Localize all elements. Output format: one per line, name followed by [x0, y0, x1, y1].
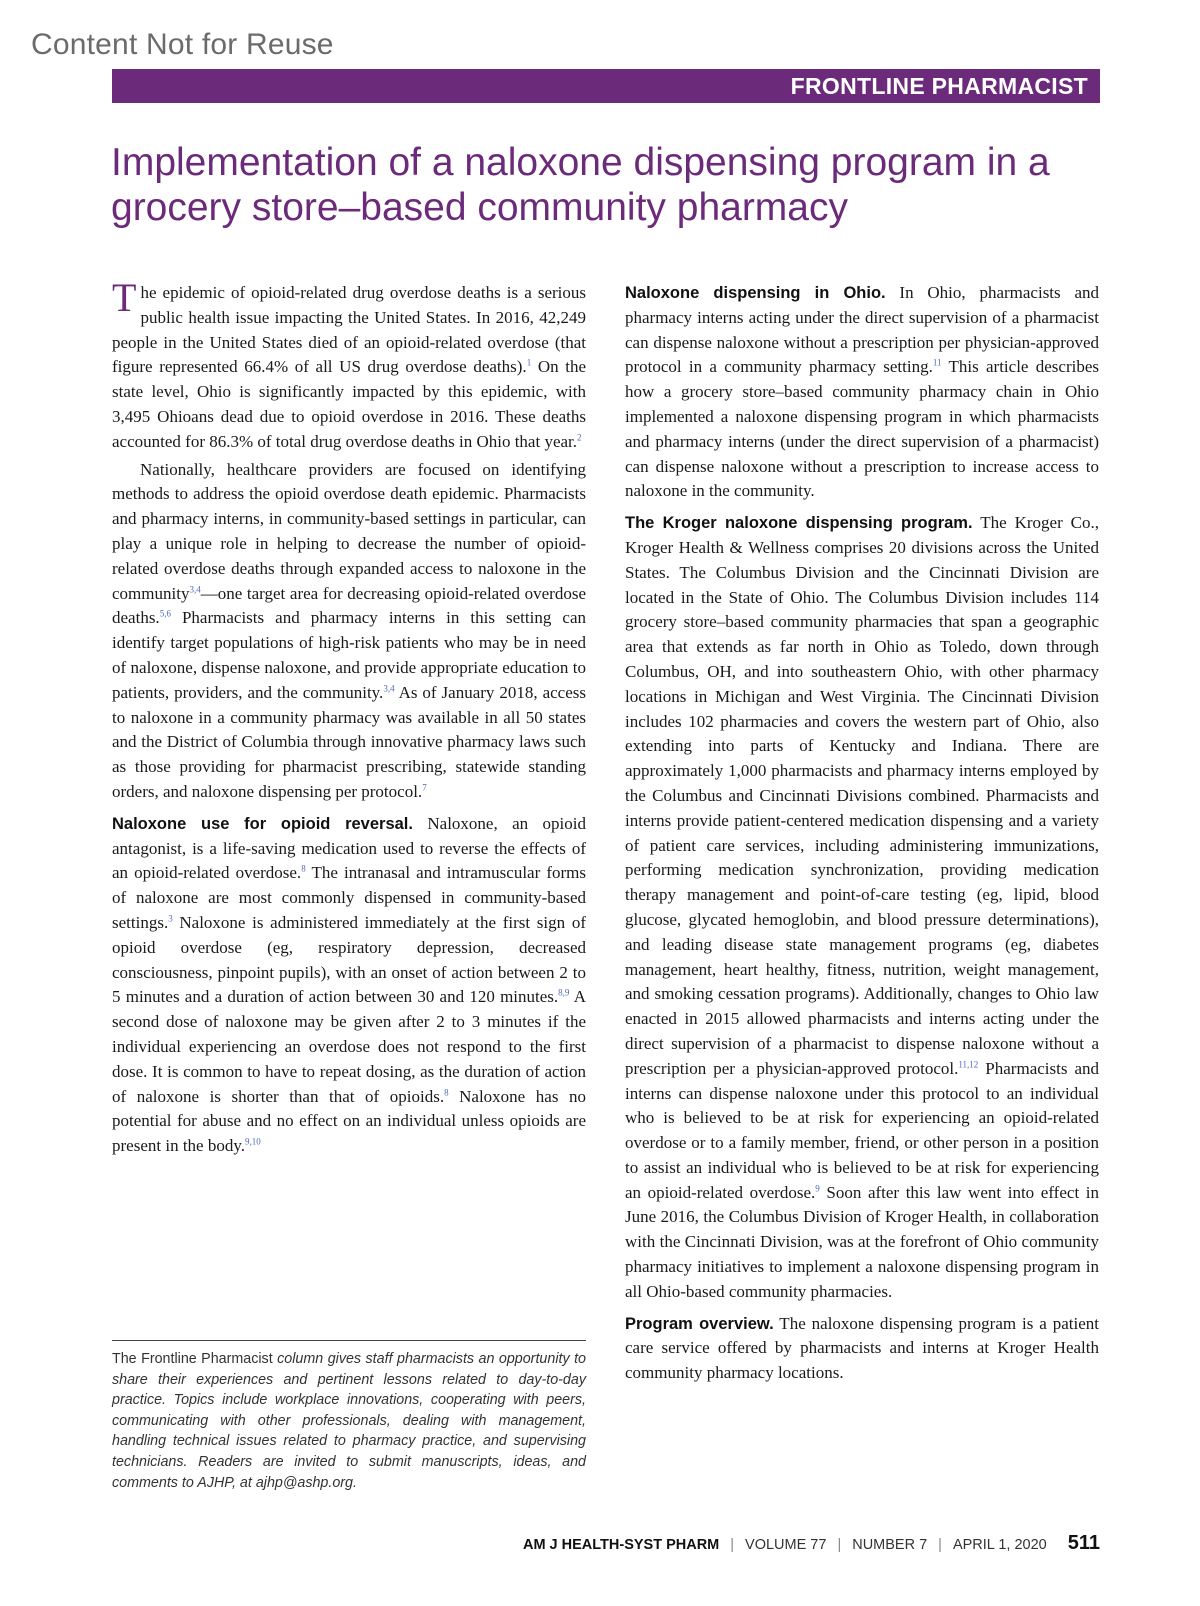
issue-number: NUMBER 7 [852, 1537, 928, 1553]
reference-link[interactable]: 3 [168, 913, 173, 924]
journal-name: AM J HEALTH-SYST PHARM [522, 1537, 720, 1553]
page-number: 511 [1067, 1532, 1100, 1554]
reference-link[interactable]: 9 [815, 1183, 820, 1194]
section-program-overview: Program overview. The naloxone dispensing program is a patient care service offered by pharmacists and interns at Kroger Health community pharmacy locations. [625, 1313, 1099, 1383]
section-heading: The Kroger naloxone dispensing program. [625, 514, 973, 533]
footer-separator: | [938, 1537, 942, 1553]
reference-link[interactable]: 8,9 [558, 987, 570, 998]
body-paragraph: Nationally, healthcare providers are focused on identifying methods to address the opioid overdose death epidemic. Pharmacists and pharmacy interns, in community-based settings in particular, can play a unique role in helping to decrease the number of opioid-related overdose deaths through expanded access to naloxone in the community$^{3,4}$—one target area for decreasing opioid-related overdose deaths.$^{5,6}$ Pharmacists and pharmacy interns in this setting can identify target populations of high-risk patients who may be in need of naloxone, dispense naloxone, and provide appropriate education to patients, providers, and the community.$^{3,4}$ As of January 2018, access to naloxone in a community pharmacy was available in all 50 states and the District of Columbia through innovative pharmacy laws such as those providing for pharmacist prescribing, statewide standing orders, and naloxone dispensing per protocol.$^7$ [112, 459, 586, 801]
reference-link[interactable]: 1 [526, 357, 532, 368]
section-heading: Program overview. [625, 1314, 774, 1333]
section-heading: Naloxone dispensing in Ohio. [625, 284, 886, 302]
reference-link[interactable]: 8 [444, 1086, 449, 1097]
section-banner [112, 69, 1100, 103]
section-banner-label: FRONTLINE PHARMACIST [790, 72, 1088, 99]
reference-link[interactable]: 3,4 [383, 683, 395, 694]
reference-link[interactable]: 7 [422, 782, 427, 793]
intro-paragraph: The epidemic of opioid-related drug overdose deaths is a serious public health issue impacting the United States. In 2016, 42,249 people in the United States died of an opioid-related overdose (that figure represented 66.4% of all US drug overdose deaths).$^1$ On the state level, Ohio is significantly impacted by this epidemic, with 3,495 Ohioans dead due to opioid overdose in 2016. These deaths accounted for 86.3% of total drug overdose deaths in Ohio that year.$^2$ [112, 275, 587, 451]
publication-date: APRIL 1, 2020 [952, 1537, 1047, 1553]
watermark-text: Content Not for Reuse [31, 28, 334, 61]
volume-label: VOLUME 77 [745, 1537, 827, 1553]
section-heading: Naloxone use for opioid reversal. [112, 814, 413, 833]
reference-link[interactable]: 8 [301, 863, 306, 874]
page-footer [523, 1532, 1100, 1555]
column-name: Frontline Pharmacist [141, 1351, 273, 1367]
column-info-note: The Frontline Pharmacist column gives staff pharmacists an opportunity to share their experiences and pertinent lessons related to day-to-day practice. Topics include workplace innovations, cooperating with peers, communicating with other professionals, dealing with management, handling technical issues related to pharmacy practice, and supervising technicians. Readers are invited to submit manuscripts, ideas, and comments to AJHP, at ajhp@ashp.org. [112, 1340, 586, 1493]
reference-link[interactable]: 5,6 [159, 608, 171, 619]
section-naloxone-ohio: Naloxone dispensing in Ohio. In Ohio, pharmacists and pharmacy interns acting under the direct supervision of a pharmacist can dispense naloxone without a prescription per physician-approved protocol in a community pharmacy setting.$^{11}$ This article describes how a grocery store–based community pharmacy chain in Ohio implemented a naloxone dispensing program in which pharmacists and pharmacy interns (under the direct supervision of a pharmacist) can dispense naloxone without a prescription to increase access to naloxone in the community. [625, 283, 1099, 501]
right-column [625, 281, 1099, 1386]
section-kroger-program: The Kroger naloxone dispensing program. The Kroger Co., Kroger Health & Wellness comprises 20 divisions across the United States. The Columbus Division and the Cincinnati Division are located in the State of Ohio. The Columbus Division includes 114 grocery store–based community pharmacies that span a geographic area that extends as far north in Ohio as Toledo, down through Columbus, OH, and into southeastern Ohio, with other pharmacy locations in Michigan and West Virginia. The Cincinnati Division includes 102 pharmacies and covers the western part of Ohio, also extending into parts of Kentucky and Indiana. There are approximately 1,000 pharmacists and pharmacy interns employed by the Columbus and Cincinnati Divisions combined. Pharmacists and interns provide patient-centered medication dispensing and a variety of patient care services, including administering immunizations, performing medication synchronization, providing medication therapy management and point-of-care testing (eg, lipid, blood glucose, glycated hemoglobin, and blood pressure determinations), and leading disease state management programs (eg, diabetes management, heart healthy, fitness, nutrition, weight management, and smoking cessation programs). Additionally, changes to Ohio law enacted in 2015 allowed pharmacists and interns acting under the direct supervision of a pharmacist to dispense naloxone without a prescription per a physician-approved protocol.$^{11,12}$ Pharmacists and interns can dispense naloxone under this protocol to an individual who is believed to be at risk for experiencing an opioid-related overdose or to a family member, friend, or other person in a position to assist an individual who is believed to be at risk for experiencing an opioid-related overdose.$^9$ Soon after this law went into effect in June 2016, the Columbus Division of Kroger Health, in collaboration with the Cincinnati Division, was at the forefront of Ohio community pharmacy initiatives to implement a naloxone dispensing program in all Ohio-based community pharmacies. [625, 513, 1100, 1301]
drop-cap: T [112, 275, 137, 320]
reference-link[interactable]: 3,4 [189, 583, 201, 594]
footer-separator: | [730, 1537, 735, 1553]
reference-link[interactable]: 11,12 [958, 1059, 979, 1070]
left-column [112, 275, 587, 1159]
reference-link[interactable]: 11 [932, 357, 942, 368]
reference-link[interactable]: 9,10 [244, 1136, 261, 1147]
reference-link[interactable]: 2 [577, 432, 582, 443]
article-title: Implementation of a naloxone dispensing program in a grocery store–based community pharmacy [111, 141, 1050, 229]
section-naloxone-use: Naloxone use for opioid reversal. Naloxone, an opioid antagonist, is a life-saving medication used to reverse the effects of an opioid-related overdose.$^8$ The intranasal and intramuscular forms of naloxone are most commonly dispensed in community-based settings.$^3$ Naloxone is administered immediately at the first sign of opioid overdose (eg, respiratory depression, decreased consciousness, pinpoint pupils), with an onset of action between 2 to 5 minutes and a duration of action between 30 and 120 minutes.$^{8,9}$ A second dose of naloxone may be given after 2 to 3 minutes if the individual experiencing an overdose does not respond to the first dose. It is common to have to repeat dosing, as the duration of action of naloxone is shorter than that of opioids.$^8$ Naloxone has no potential for abuse and no effect on an individual unless opioids are present in the body.$^{9,10}$ [112, 813, 586, 1156]
footer-separator: | [837, 1537, 842, 1553]
